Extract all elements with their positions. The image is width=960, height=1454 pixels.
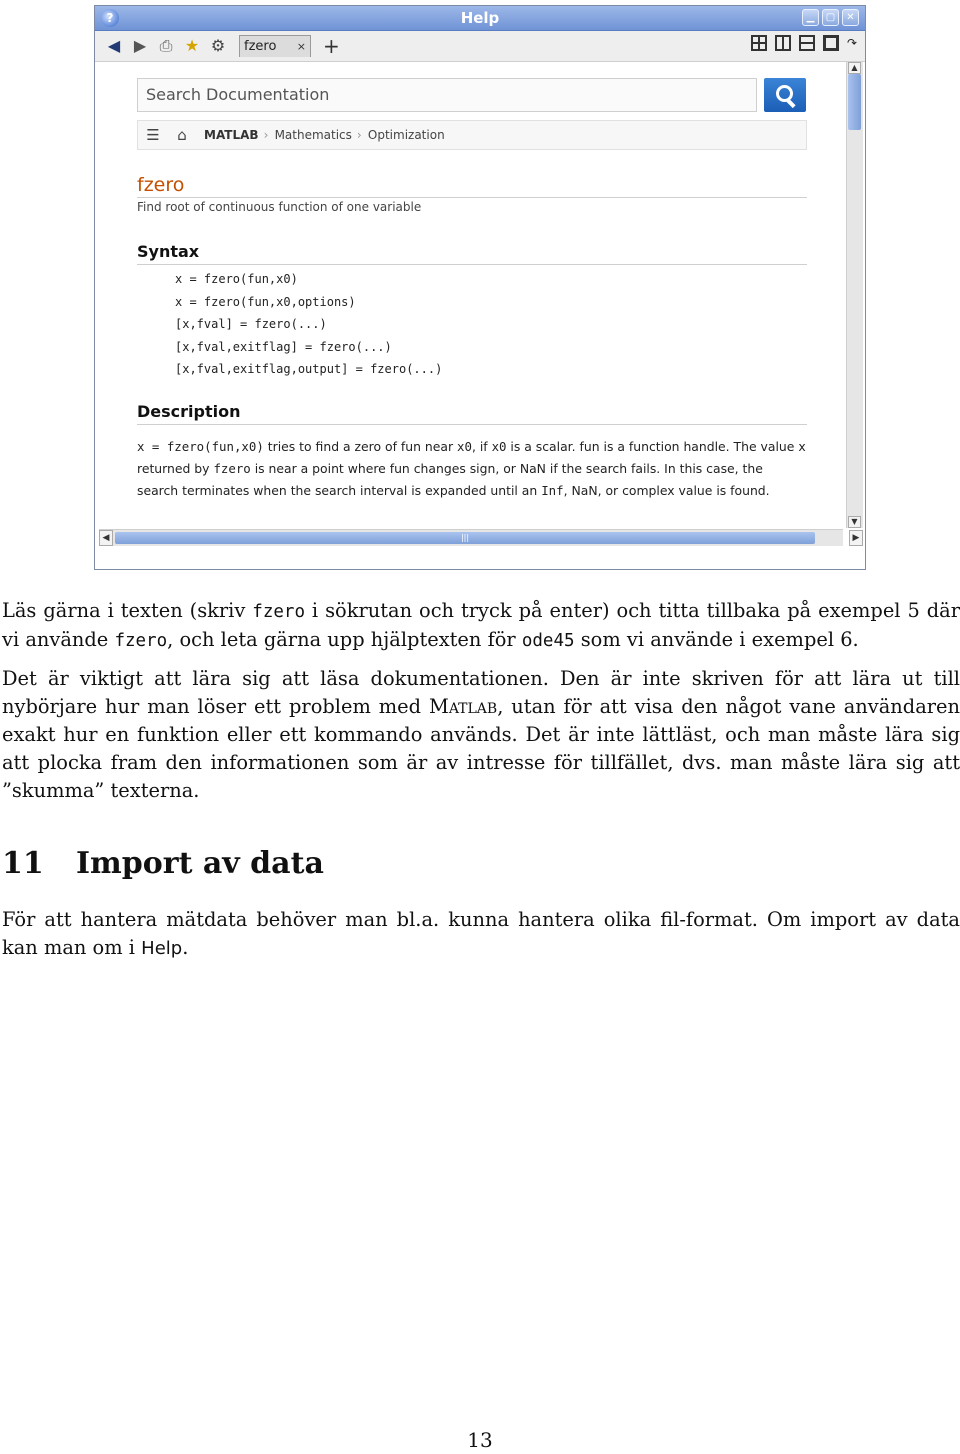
help-app-icon: ? (101, 9, 119, 27)
text-run: is a scalar. fun is a function handle. The value x returned by (137, 439, 806, 476)
breadcrumb (137, 120, 807, 150)
paragraph-documentation (2, 665, 960, 805)
divider (137, 264, 807, 265)
scroll-thumb[interactable] (848, 74, 861, 130)
code-snippet: x = fzero(fun,x0) (137, 439, 264, 454)
layout-grid-icon[interactable] (751, 35, 767, 51)
breadcrumb-item-optimization[interactable]: › Optimization (360, 128, 453, 142)
syntax-line: x = fzero(fun,x0) (175, 272, 298, 286)
breadcrumb-item-mathematics[interactable]: › Mathematics (267, 128, 360, 142)
doc-title: fzero (137, 174, 185, 196)
code-snippet: ode45 (521, 631, 575, 651)
divider (137, 424, 807, 425)
text-run: Läs gärna i texten (skriv (2, 599, 253, 622)
forward-arrow-icon[interactable]: ▶ (133, 36, 147, 55)
section-heading (2, 846, 324, 881)
text-run: Det är viktigt att lära sig att läsa dokumentationen. Den är inte skriven för att lära ut till nybörjare hur man löser ett problem med (2, 667, 960, 718)
minimize-icon[interactable]: ▁ (802, 9, 819, 26)
section-number: 11 (2, 846, 44, 881)
paragraph-read-text (2, 597, 960, 655)
text-run: som vi använde i exempel 6. (574, 628, 859, 651)
help-content (95, 62, 845, 528)
text-run: is near a point where fun changes sign, or NaN if the search fails. In this case, the search terminates when the search interval is expanded until an (137, 461, 763, 498)
scroll-up-icon[interactable]: ▲ (848, 62, 861, 74)
description-heading: Description (137, 402, 241, 421)
breadcrumb-item-matlab[interactable]: MATLAB (204, 128, 259, 142)
search-icon[interactable] (764, 78, 806, 112)
layout-buttons (751, 35, 857, 51)
tab-close-icon[interactable]: × (296, 40, 306, 53)
doc-subtitle: Find root of continuous function of one variable (137, 200, 422, 214)
matlab-name: Matlab (428, 695, 498, 718)
layout-single-icon[interactable] (823, 35, 839, 51)
print-icon[interactable]: ⎙ (159, 36, 173, 55)
add-tab-icon[interactable]: + (323, 34, 340, 58)
code-snippet: fzero (213, 461, 251, 476)
section-title: Import av data (76, 846, 324, 881)
back-arrow-icon[interactable]: ◀ (107, 36, 121, 55)
help-titlebar (95, 6, 865, 31)
code-snippet: fzero (114, 631, 168, 651)
text-run: tries to find a zero of fun near (263, 439, 458, 454)
text-run: i sökrutan och tryck på enter) och titta tillbaka på exempel 5 där vi använde (2, 599, 960, 651)
scroll-thumb[interactable]: ||| (115, 532, 815, 544)
text-run: , och leta gärna upp hjälptexten för (167, 628, 522, 651)
page-number: 13 (467, 1428, 493, 1452)
description-text (137, 436, 807, 502)
text-run: , if (471, 439, 492, 454)
code-snippet: fzero (252, 602, 305, 622)
close-icon[interactable]: ✕ (842, 9, 859, 26)
syntax-heading: Syntax (137, 242, 200, 261)
syntax-line: [x,fval,exitflag,output] = fzero(...) (175, 362, 443, 376)
dock-arrow-icon[interactable]: ↷ (846, 36, 857, 50)
help-toolbar (95, 31, 865, 62)
text-run: , utan för att visa den något vane användaren exakt hur en funktion eller ett kommando används. Det är inte lättläst, och man måste lära sig att plocka fram den informationen som är av intresse för tillfället, dvs. man måste lära sig att ”skumma” texterna. (2, 695, 960, 802)
home-icon[interactable]: ⌂ (177, 126, 187, 144)
syntax-list (175, 268, 442, 381)
favorites-star-icon[interactable]: ★ (184, 36, 200, 55)
tab-fzero[interactable] (239, 35, 311, 57)
layout-horizontal-split-icon[interactable] (799, 35, 815, 51)
horizontal-scrollbar[interactable] (99, 529, 860, 546)
code-snippet: x0 (457, 439, 472, 454)
syntax-line: x = fzero(fun,x0,options) (175, 294, 356, 309)
text-run: För att hantera mätdata behöver man bl.a. kunna hantera olika fil-format. Om import av data kan man om i (2, 908, 960, 959)
scroll-left-icon[interactable]: ◀ (99, 530, 113, 546)
help-reference: Help (141, 938, 183, 959)
syntax-line: [x,fval] = fzero(...) (175, 317, 327, 331)
text-run: , NaN, or complex value is found. (563, 483, 770, 498)
paragraph-import (2, 906, 960, 963)
settings-gear-icon[interactable]: ⚙ (210, 36, 226, 55)
window-controls (802, 9, 859, 26)
code-snippet: Inf (541, 483, 564, 498)
help-window-screenshot (94, 5, 866, 570)
maximize-icon[interactable]: ▢ (822, 9, 839, 26)
divider (137, 197, 807, 198)
code-snippet: x0 (491, 439, 507, 454)
scroll-right-icon[interactable]: ▶ (849, 530, 863, 546)
tab-label: fzero (244, 39, 277, 54)
vertical-scrollbar[interactable] (846, 62, 863, 528)
scroll-down-icon[interactable]: ▼ (848, 516, 861, 528)
syntax-line: [x,fval,exitflag] = fzero(...) (175, 339, 392, 354)
search-documentation-input[interactable]: Search Documentation (137, 78, 757, 112)
help-window-title: Help (460, 9, 500, 27)
layout-vertical-split-icon[interactable] (775, 35, 791, 51)
text-run: . (182, 936, 189, 959)
menu-icon[interactable]: ☰ (146, 126, 160, 144)
